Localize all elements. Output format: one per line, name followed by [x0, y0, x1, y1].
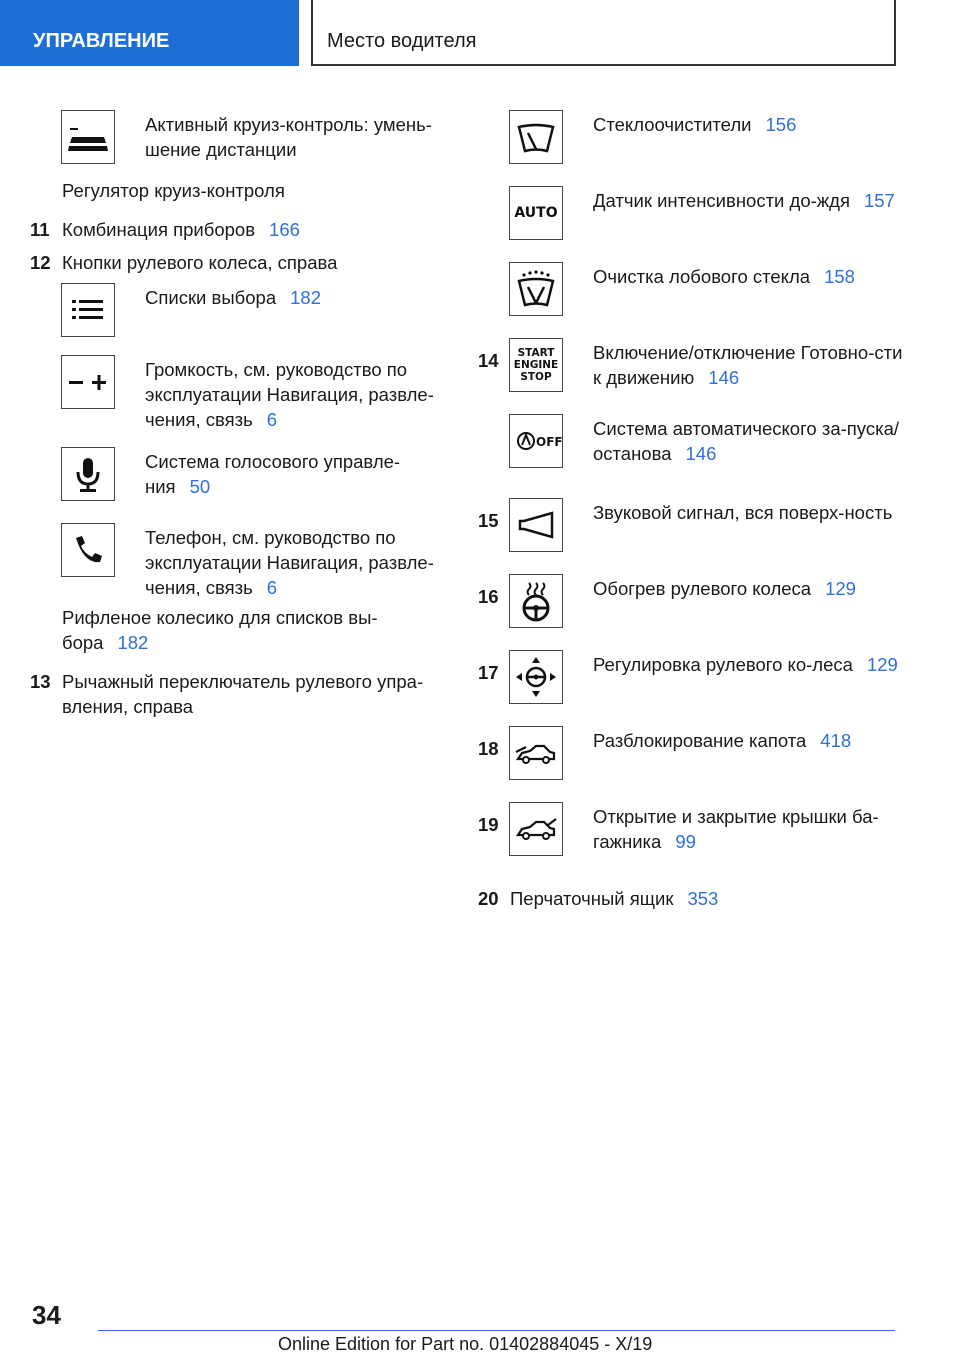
- item-16: [478, 574, 898, 642]
- page-ref-link[interactable]: 50: [189, 476, 211, 497]
- heated-steering-wheel-icon: [509, 574, 563, 628]
- right-column: [478, 110, 903, 911]
- footer-divider: [98, 1330, 895, 1331]
- page-ref-link[interactable]: 6: [266, 409, 278, 430]
- lists-text: Списки выбора: [145, 287, 277, 308]
- item-number: 20: [478, 888, 499, 909]
- item-17: [478, 650, 898, 718]
- page-ref-link[interactable]: 129: [825, 578, 856, 599]
- footer-edition: Online Edition for Part no. 01402884045 - X/19: [278, 1334, 653, 1354]
- page-ref-link[interactable]: 129: [866, 654, 898, 675]
- hood-release-text: Разблокирование капота: [593, 730, 807, 751]
- item-12: [30, 250, 450, 275]
- volume-minus-plus-icon: [61, 355, 115, 409]
- cruise-regulator-text: Регулятор круиз-контроля: [62, 180, 285, 201]
- start-stop-icon: [509, 338, 563, 392]
- list-icon: [61, 283, 115, 337]
- page-number: 34: [32, 1300, 61, 1330]
- autostop-text: Система автоматического за-пуска/останова: [593, 418, 900, 464]
- voice-row: [30, 447, 450, 515]
- auto-start-stop-off-label: OFF: [536, 435, 563, 449]
- item-11: [30, 217, 450, 242]
- item-number: 14: [478, 350, 499, 371]
- horn-text: Звуковой сигнал, вся поверх-ность: [593, 502, 893, 523]
- page-ref-link[interactable]: 146: [708, 367, 740, 388]
- hood-release-icon: [509, 726, 563, 780]
- start-stop-icon-line: START: [517, 347, 555, 359]
- page-ref-link[interactable]: 182: [117, 632, 149, 653]
- page-title: Место водителя: [311, 0, 896, 66]
- lists-row: [30, 283, 450, 347]
- item-20: [478, 886, 898, 911]
- steering-adjust-icon: [509, 650, 563, 704]
- microphone-icon: [61, 447, 115, 501]
- voice-text: Система голосового управле-ния: [145, 451, 401, 497]
- item-text: Рычажный переключатель рулевого упра-вления, справа: [62, 671, 424, 717]
- acc-distance-text: Активный круиз-контроль: умень-шение дистанции: [145, 114, 432, 160]
- wipers-row: [478, 110, 898, 178]
- start-stop-icon-line: ENGINE: [513, 359, 559, 371]
- page-ref-link[interactable]: 182: [290, 287, 321, 308]
- item-text: Кнопки рулевого колеса, справа: [62, 252, 338, 273]
- trunk-lid-text: Открытие и закрытие крышки ба-гажника: [593, 806, 879, 852]
- item-number: 12: [30, 252, 51, 273]
- trunk-lid-icon: [509, 802, 563, 856]
- page-ref-link[interactable]: 418: [820, 730, 852, 751]
- washer-text: Очистка лобового стекла: [593, 266, 811, 287]
- start-stop-text: Включение/отключение Готовно-сти к движению: [593, 342, 903, 388]
- item-number: 18: [478, 738, 499, 759]
- washer-row: [478, 262, 898, 330]
- volume-row: [30, 355, 450, 439]
- page-ref-link[interactable]: 99: [675, 831, 696, 852]
- item-19: [478, 802, 898, 878]
- page-ref-link[interactable]: 146: [685, 443, 717, 464]
- item-15: [478, 498, 898, 566]
- item-number: 13: [30, 671, 51, 692]
- item-number: 16: [478, 586, 499, 607]
- glovebox-text: Перчаточный ящик: [510, 888, 674, 909]
- page-ref-link[interactable]: 158: [824, 266, 855, 287]
- item-number: 15: [478, 510, 499, 531]
- item-13: [30, 669, 450, 719]
- page-ref-link[interactable]: 156: [765, 114, 797, 135]
- item-number: 11: [30, 219, 50, 240]
- wiper-icon: [509, 110, 563, 164]
- page-ref-link[interactable]: 157: [863, 190, 895, 211]
- item-number: 17: [478, 662, 499, 683]
- thumbwheel-text: Рифленое колесико для списков вы-бора: [62, 607, 378, 653]
- volume-text: Громкость, см. руководство по эксплуатации Навигация, развле-чения, связь: [145, 359, 434, 430]
- auto-icon: [509, 186, 563, 240]
- acc-distance-icon: [61, 110, 115, 164]
- section-tab[interactable]: УПРАВЛЕНИЕ: [0, 0, 299, 66]
- page-ref-link[interactable]: 166: [269, 219, 300, 240]
- steering-adjust-text: Регулировка рулевого ко-леса: [593, 654, 853, 675]
- start-stop-icon-line: STOP: [520, 371, 552, 383]
- phone-icon: [61, 523, 115, 577]
- rain-sensor-text: Датчик интенсивности до-ждя: [593, 190, 850, 211]
- wipers-text: Стеклоочистители: [593, 114, 752, 135]
- auto-icon-label: AUTO: [514, 205, 558, 221]
- autostop-row: [478, 414, 898, 490]
- auto-start-stop-off-icon: [509, 414, 563, 468]
- left-column: [30, 110, 450, 719]
- heated-wheel-text: Обогрев рулевого колеса: [593, 578, 812, 599]
- item-14: [478, 338, 903, 406]
- item-text: Комбинация приборов: [62, 219, 256, 240]
- page-ref-link[interactable]: 6: [266, 577, 278, 598]
- phone-row: [30, 523, 450, 607]
- item-number: 19: [478, 814, 499, 835]
- acc-distance-row: [30, 110, 450, 170]
- rain-sensor-row: [478, 186, 898, 254]
- page-ref-link[interactable]: 353: [687, 888, 719, 909]
- washer-icon: [509, 262, 563, 316]
- horn-icon: [509, 498, 563, 552]
- phone-text: Телефон, см. руководство по эксплуатации Навигация, развле-чения, связь: [145, 527, 434, 598]
- item-18: [478, 726, 898, 794]
